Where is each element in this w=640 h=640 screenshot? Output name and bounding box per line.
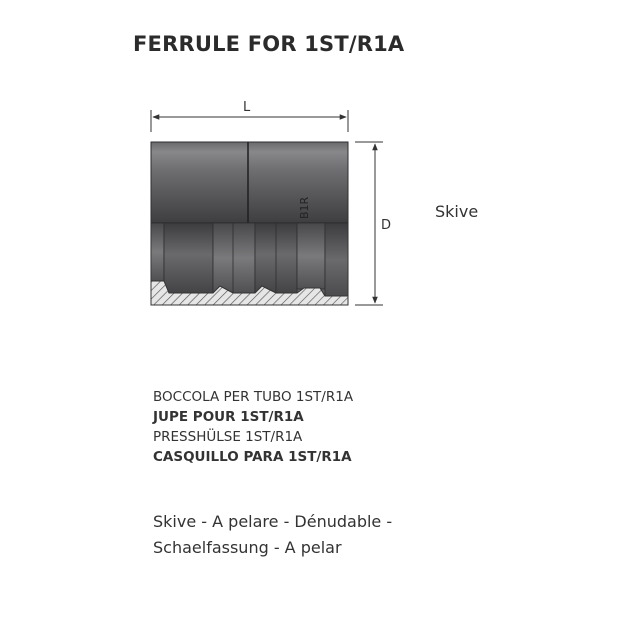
name-french: JUPE POUR 1ST/R1A	[153, 409, 304, 425]
diameter-label: D	[381, 218, 392, 233]
skive-label: Skive	[435, 202, 479, 221]
name-italian: BOCCOLA PER TUBO 1ST/R1A	[153, 389, 354, 405]
note-line-2: Schaelfassung - A pelar	[153, 538, 342, 557]
diameter-dimension	[355, 142, 391, 305]
name-spanish: CASQUILLO PARA 1ST/R1A	[153, 449, 352, 465]
product-names	[153, 387, 353, 467]
length-dimension	[151, 100, 348, 132]
name-german: PRESSHÜLSE 1ST/R1A	[153, 429, 303, 445]
marking-text: B1R	[298, 196, 311, 219]
skive-note	[153, 509, 392, 561]
length-label: L	[243, 100, 251, 115]
note-line-1: Skive - A pelare - Dénudable -	[153, 512, 393, 531]
ferrule-inner-section	[151, 223, 348, 305]
page-title: FERRULE FOR 1ST/R1A	[133, 32, 405, 56]
ferrule-outer	[151, 142, 348, 223]
